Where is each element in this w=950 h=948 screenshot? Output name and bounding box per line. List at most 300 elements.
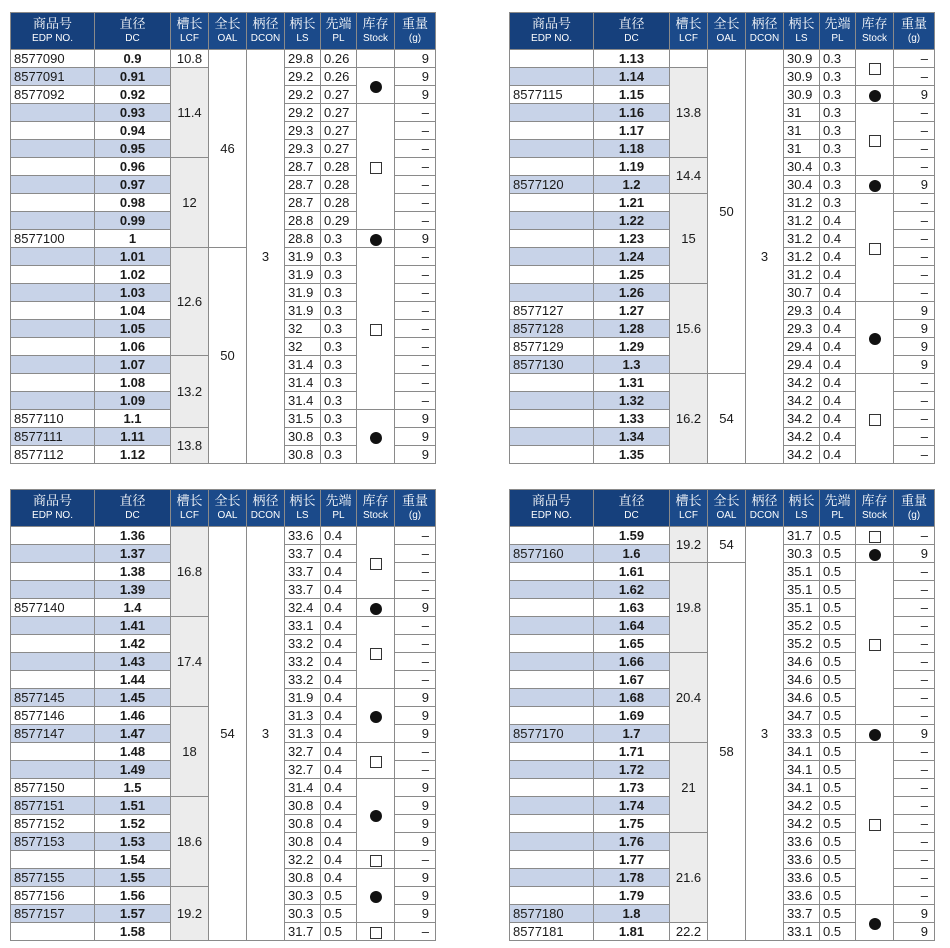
edp-cell: 8577129	[510, 338, 594, 356]
diameter-cell: 1.25	[594, 266, 670, 284]
shank-length-cell: 31.9	[285, 284, 321, 302]
weight-cell: –	[894, 581, 935, 599]
header-dcon	[247, 490, 285, 527]
edp-cell	[510, 104, 594, 122]
edp-cell: 8577160	[510, 545, 594, 563]
overall-length-cell: 54	[708, 374, 746, 464]
edp-cell: 8577091	[11, 68, 95, 86]
header-stock	[357, 490, 395, 527]
header-label-en: (g)	[907, 510, 921, 521]
header-label-en: DCON	[749, 510, 780, 521]
shank-length-cell: 30.7	[784, 284, 820, 302]
shank-length-cell: 34.2	[784, 797, 820, 815]
shank-length-cell: 31.4	[285, 374, 321, 392]
header-stock	[856, 13, 894, 50]
weight-cell: –	[894, 527, 935, 545]
weight-cell: 9	[894, 176, 935, 194]
weight-cell: –	[894, 635, 935, 653]
edp-cell	[11, 284, 95, 302]
flute-length-cell: 18	[171, 707, 209, 797]
diameter-cell: 1.37	[95, 545, 171, 563]
weight-cell: 9	[894, 356, 935, 374]
point-length-cell: 0.5	[820, 581, 856, 599]
weight-cell: –	[395, 527, 436, 545]
diameter-cell: 1.64	[594, 617, 670, 635]
table-row	[510, 527, 935, 545]
header-pl	[321, 490, 357, 527]
point-length-cell: 0.3	[820, 176, 856, 194]
header-label-en: (g)	[408, 510, 422, 521]
edp-cell	[510, 887, 594, 905]
edp-cell	[510, 266, 594, 284]
edp-cell: 8577152	[11, 815, 95, 833]
weight-cell: –	[894, 869, 935, 887]
shank-length-cell: 30.3	[285, 887, 321, 905]
weight-cell: –	[894, 851, 935, 869]
point-length-cell: 0.5	[820, 563, 856, 581]
header-dcon	[746, 490, 784, 527]
header-label-cn: 槽长	[176, 16, 203, 31]
weight-cell: –	[894, 284, 935, 302]
header-oal	[209, 13, 247, 50]
shank-length-cell: 35.1	[784, 581, 820, 599]
diameter-cell: 1.78	[594, 869, 670, 887]
made-to-order-square-icon	[869, 639, 881, 651]
point-length-cell: 0.3	[820, 50, 856, 68]
flute-length-cell	[670, 50, 708, 68]
in-stock-circle-icon	[869, 90, 881, 102]
stock-cell	[856, 527, 894, 545]
weight-cell: –	[894, 266, 935, 284]
point-length-cell: 0.5	[820, 833, 856, 851]
stock-cell	[357, 527, 395, 599]
stock-cell	[357, 689, 395, 743]
header-label-cn: 商品号	[32, 16, 72, 31]
edp-cell	[510, 410, 594, 428]
edp-cell: 8577128	[510, 320, 594, 338]
point-length-cell: 0.4	[820, 428, 856, 446]
edp-cell	[11, 356, 95, 374]
diameter-cell: 1.21	[594, 194, 670, 212]
point-length-cell: 0.5	[820, 851, 856, 869]
shank-length-cell: 31.4	[285, 392, 321, 410]
point-length-cell: 0.4	[321, 743, 357, 761]
weight-cell: –	[395, 392, 436, 410]
shank-length-cell: 34.1	[784, 761, 820, 779]
diameter-cell: 1.47	[95, 725, 171, 743]
flute-length-cell: 18.6	[171, 797, 209, 887]
point-length-cell: 0.3	[321, 320, 357, 338]
weight-cell: –	[395, 374, 436, 392]
header-label-cn: 商品号	[531, 16, 571, 31]
shank-length-cell: 33.6	[784, 869, 820, 887]
edp-cell	[510, 212, 594, 230]
point-length-cell: 0.5	[820, 527, 856, 545]
diameter-cell: 1.75	[594, 815, 670, 833]
weight-cell: 9	[395, 410, 436, 428]
header-label-en: (g)	[408, 33, 422, 44]
header-label-en: OAL	[217, 33, 238, 44]
header-label-en: DCON	[250, 510, 281, 521]
point-length-cell: 0.4	[321, 635, 357, 653]
edp-cell	[11, 158, 95, 176]
header-label-cn: 商品号	[531, 493, 571, 508]
weight-cell: 9	[395, 797, 436, 815]
header-label-en: (g)	[907, 33, 921, 44]
diameter-cell: 1.6	[594, 545, 670, 563]
diameter-cell: 1.15	[594, 86, 670, 104]
header-label-cn: 柄长	[788, 16, 815, 31]
point-length-cell: 0.28	[321, 176, 357, 194]
header-label-en: Stock	[362, 33, 388, 44]
point-length-cell: 0.5	[820, 887, 856, 905]
header-weight	[894, 13, 935, 50]
header-dcon	[746, 13, 784, 50]
weight-cell: –	[894, 653, 935, 671]
shank-length-cell: 31.2	[784, 230, 820, 248]
point-length-cell: 0.3	[820, 68, 856, 86]
diameter-cell: 1.48	[95, 743, 171, 761]
diameter-cell: 1.67	[594, 671, 670, 689]
shank-length-cell: 31.2	[784, 194, 820, 212]
diameter-cell: 1.58	[95, 923, 171, 941]
header-row	[510, 490, 935, 527]
shank-length-cell: 32.2	[285, 851, 321, 869]
diameter-cell: 1.07	[95, 356, 171, 374]
diameter-cell: 1.71	[594, 743, 670, 761]
overall-length-cell: 50	[209, 248, 247, 464]
diameter-cell: 1.27	[594, 302, 670, 320]
edp-cell: 8577127	[510, 302, 594, 320]
overall-length-cell: 46	[209, 50, 247, 248]
point-length-cell: 0.28	[321, 194, 357, 212]
diameter-cell: 1.36	[95, 527, 171, 545]
point-length-cell: 0.5	[820, 905, 856, 923]
shank-length-cell: 34.1	[784, 779, 820, 797]
diameter-cell: 1.11	[95, 428, 171, 446]
header-label-en: EDP NO.	[531, 510, 572, 521]
weight-cell: –	[395, 284, 436, 302]
diameter-cell: 1.38	[95, 563, 171, 581]
flute-length-cell: 22.2	[670, 923, 708, 941]
flute-length-cell: 11.4	[171, 68, 209, 158]
stock-cell	[357, 410, 395, 464]
diameter-cell: 1.74	[594, 797, 670, 815]
point-length-cell: 0.3	[321, 446, 357, 464]
table-row	[510, 50, 935, 68]
stock-cell	[856, 905, 894, 941]
edp-cell	[510, 707, 594, 725]
edp-cell	[11, 761, 95, 779]
diameter-cell: 1.16	[594, 104, 670, 122]
point-length-cell: 0.5	[820, 545, 856, 563]
diameter-cell: 1.41	[95, 617, 171, 635]
diameter-cell: 0.91	[95, 68, 171, 86]
diameter-cell: 1.06	[95, 338, 171, 356]
header-lcf	[670, 13, 708, 50]
edp-cell	[510, 797, 594, 815]
edp-cell	[11, 392, 95, 410]
shank-length-cell: 33.7	[285, 581, 321, 599]
flute-length-cell: 14.4	[670, 158, 708, 194]
weight-cell: 9	[395, 599, 436, 617]
header-label-en: DC	[624, 510, 639, 521]
edp-cell	[510, 761, 594, 779]
spec-table-3	[10, 489, 436, 941]
weight-cell: –	[894, 212, 935, 230]
weight-cell: 9	[894, 86, 935, 104]
weight-cell: 9	[395, 869, 436, 887]
point-length-cell: 0.4	[321, 797, 357, 815]
made-to-order-square-icon	[370, 756, 382, 768]
header-label-cn: 先端	[824, 16, 851, 31]
edp-cell	[510, 527, 594, 545]
point-length-cell: 0.26	[321, 68, 357, 86]
flute-length-cell: 12	[171, 158, 209, 248]
flute-length-cell: 13.8	[670, 68, 708, 158]
edp-cell	[510, 248, 594, 266]
shank-length-cell: 32.4	[285, 599, 321, 617]
edp-cell: 8577156	[11, 887, 95, 905]
edp-cell	[510, 653, 594, 671]
weight-cell: 9	[395, 689, 436, 707]
diameter-cell: 1.56	[95, 887, 171, 905]
weight-cell: –	[894, 158, 935, 176]
diameter-cell: 1.05	[95, 320, 171, 338]
edp-cell: 8577111	[11, 428, 95, 446]
diameter-cell: 1.8	[594, 905, 670, 923]
shank-length-cell: 30.9	[784, 86, 820, 104]
stock-cell	[856, 545, 894, 563]
shank-length-cell: 30.4	[784, 176, 820, 194]
header-stock	[856, 490, 894, 527]
weight-cell: –	[894, 833, 935, 851]
weight-cell: –	[395, 923, 436, 941]
diameter-cell: 1.09	[95, 392, 171, 410]
made-to-order-square-icon	[370, 162, 382, 174]
shank-diameter-cell: 3	[746, 50, 784, 464]
shank-length-cell: 29.3	[784, 320, 820, 338]
diameter-cell: 1.49	[95, 761, 171, 779]
header-label-cn: 库存	[861, 493, 888, 508]
in-stock-circle-icon	[869, 333, 881, 345]
diameter-cell: 0.94	[95, 122, 171, 140]
diameter-cell: 1.31	[594, 374, 670, 392]
weight-cell: 9	[395, 905, 436, 923]
header-weight	[395, 13, 436, 50]
weight-cell: –	[395, 338, 436, 356]
edp-cell	[11, 635, 95, 653]
header-label-en: LS	[795, 510, 808, 521]
diameter-cell: 1.23	[594, 230, 670, 248]
header-label-en: Stock	[861, 33, 887, 44]
weight-cell: –	[395, 761, 436, 779]
weight-cell: –	[395, 248, 436, 266]
edp-cell: 8577157	[11, 905, 95, 923]
point-length-cell: 0.5	[321, 905, 357, 923]
weight-cell: –	[894, 446, 935, 464]
diameter-cell: 1.69	[594, 707, 670, 725]
edp-cell	[11, 338, 95, 356]
edp-cell	[11, 248, 95, 266]
header-ls	[285, 13, 321, 50]
edp-cell: 8577120	[510, 176, 594, 194]
in-stock-circle-icon	[370, 603, 382, 615]
edp-cell: 8577092	[11, 86, 95, 104]
shank-length-cell: 34.2	[784, 392, 820, 410]
shank-length-cell: 31.5	[285, 410, 321, 428]
point-length-cell: 0.5	[321, 923, 357, 941]
shank-length-cell: 34.2	[784, 446, 820, 464]
shank-length-cell: 31	[784, 104, 820, 122]
header-label-cn: 直径	[119, 16, 146, 31]
spec-table-4	[509, 489, 935, 941]
header-label-en: PL	[831, 33, 844, 44]
diameter-cell: 1.59	[594, 527, 670, 545]
diameter-cell: 1.3	[594, 356, 670, 374]
diameter-cell: 1.24	[594, 248, 670, 266]
shank-length-cell: 34.1	[784, 743, 820, 761]
diameter-cell: 1.45	[95, 689, 171, 707]
shank-length-cell: 30.8	[285, 815, 321, 833]
weight-cell: 9	[395, 833, 436, 851]
diameter-cell: 1.04	[95, 302, 171, 320]
stock-cell	[357, 869, 395, 923]
point-length-cell: 0.3	[321, 392, 357, 410]
shank-length-cell: 33.1	[285, 617, 321, 635]
diameter-cell: 1.28	[594, 320, 670, 338]
in-stock-circle-icon	[869, 180, 881, 192]
diameter-cell: 1.34	[594, 428, 670, 446]
point-length-cell: 0.26	[321, 50, 357, 68]
edp-cell: 8577145	[11, 689, 95, 707]
point-length-cell: 0.4	[820, 374, 856, 392]
header-label-cn: 重量	[401, 16, 428, 31]
point-length-cell: 0.4	[820, 248, 856, 266]
table-row	[11, 50, 436, 68]
shank-length-cell: 29.4	[784, 338, 820, 356]
stock-cell	[357, 617, 395, 689]
shank-length-cell: 30.8	[285, 869, 321, 887]
header-label-cn: 先端	[325, 16, 352, 31]
flute-length-cell: 21.6	[670, 833, 708, 923]
flute-length-cell: 17.4	[171, 617, 209, 707]
shank-length-cell: 32.7	[285, 743, 321, 761]
edp-cell	[11, 671, 95, 689]
edp-cell: 8577181	[510, 923, 594, 941]
flute-length-cell: 13.8	[171, 428, 209, 464]
shank-length-cell: 28.8	[285, 212, 321, 230]
made-to-order-square-icon	[869, 135, 881, 147]
point-length-cell: 0.5	[820, 689, 856, 707]
shank-length-cell: 33.6	[784, 833, 820, 851]
diameter-cell: 1.76	[594, 833, 670, 851]
header-label-en: LCF	[679, 510, 698, 521]
point-length-cell: 0.4	[321, 689, 357, 707]
weight-cell: 9	[894, 545, 935, 563]
header-weight	[894, 490, 935, 527]
diameter-cell: 1.65	[594, 635, 670, 653]
diameter-cell: 0.98	[95, 194, 171, 212]
header-label-cn: 槽长	[176, 493, 203, 508]
edp-cell	[510, 779, 594, 797]
header-label-cn: 直径	[119, 493, 146, 508]
header-label-cn: 库存	[362, 16, 389, 31]
shank-length-cell: 29.2	[285, 68, 321, 86]
edp-cell: 8577140	[11, 599, 95, 617]
diameter-cell: 1.73	[594, 779, 670, 797]
diameter-cell: 1.18	[594, 140, 670, 158]
weight-cell: 9	[395, 50, 436, 68]
weight-cell: –	[894, 410, 935, 428]
weight-cell: –	[395, 743, 436, 761]
point-length-cell: 0.4	[321, 527, 357, 545]
diameter-cell: 0.93	[95, 104, 171, 122]
point-length-cell: 0.3	[820, 86, 856, 104]
header-label-en: DC	[624, 33, 639, 44]
diameter-cell: 1.7	[594, 725, 670, 743]
edp-cell	[11, 266, 95, 284]
point-length-cell: 0.4	[820, 446, 856, 464]
shank-length-cell: 33.1	[784, 923, 820, 941]
header-pl	[321, 13, 357, 50]
shank-length-cell: 34.7	[784, 707, 820, 725]
point-length-cell: 0.5	[820, 815, 856, 833]
weight-cell: 9	[395, 446, 436, 464]
header-label-cn: 柄径	[252, 493, 279, 508]
edp-cell	[510, 833, 594, 851]
diameter-cell: 1.12	[95, 446, 171, 464]
shank-diameter-cell: 3	[247, 50, 285, 464]
weight-cell: –	[395, 212, 436, 230]
edp-cell	[11, 104, 95, 122]
header-label-cn: 柄径	[252, 16, 279, 31]
diameter-cell: 1.51	[95, 797, 171, 815]
diameter-cell: 1.14	[594, 68, 670, 86]
weight-cell: –	[894, 104, 935, 122]
stock-cell	[357, 923, 395, 941]
weight-cell: –	[395, 851, 436, 869]
made-to-order-square-icon	[869, 243, 881, 255]
made-to-order-square-icon	[370, 648, 382, 660]
shank-length-cell: 30.3	[784, 545, 820, 563]
stock-cell	[856, 86, 894, 104]
diameter-cell: 1.03	[95, 284, 171, 302]
stock-cell	[856, 725, 894, 743]
point-length-cell: 0.5	[820, 617, 856, 635]
weight-cell: 9	[395, 815, 436, 833]
edp-cell: 8577146	[11, 707, 95, 725]
shank-length-cell: 31	[784, 122, 820, 140]
weight-cell: 9	[395, 725, 436, 743]
header-label-en: LCF	[180, 33, 199, 44]
overall-length-cell: 50	[708, 50, 746, 374]
stock-cell	[856, 743, 894, 905]
made-to-order-square-icon	[370, 855, 382, 867]
edp-cell: 8577110	[11, 410, 95, 428]
diameter-cell: 1.1	[95, 410, 171, 428]
weight-cell: –	[894, 707, 935, 725]
point-length-cell: 0.3	[321, 284, 357, 302]
point-length-cell: 0.3	[321, 338, 357, 356]
diameter-cell: 1.08	[95, 374, 171, 392]
header-edp	[510, 490, 594, 527]
header-label-en: LS	[296, 510, 309, 521]
header-label-en: LS	[795, 33, 808, 44]
shank-length-cell: 33.2	[285, 671, 321, 689]
diameter-cell: 0.96	[95, 158, 171, 176]
weight-cell: 9	[894, 725, 935, 743]
